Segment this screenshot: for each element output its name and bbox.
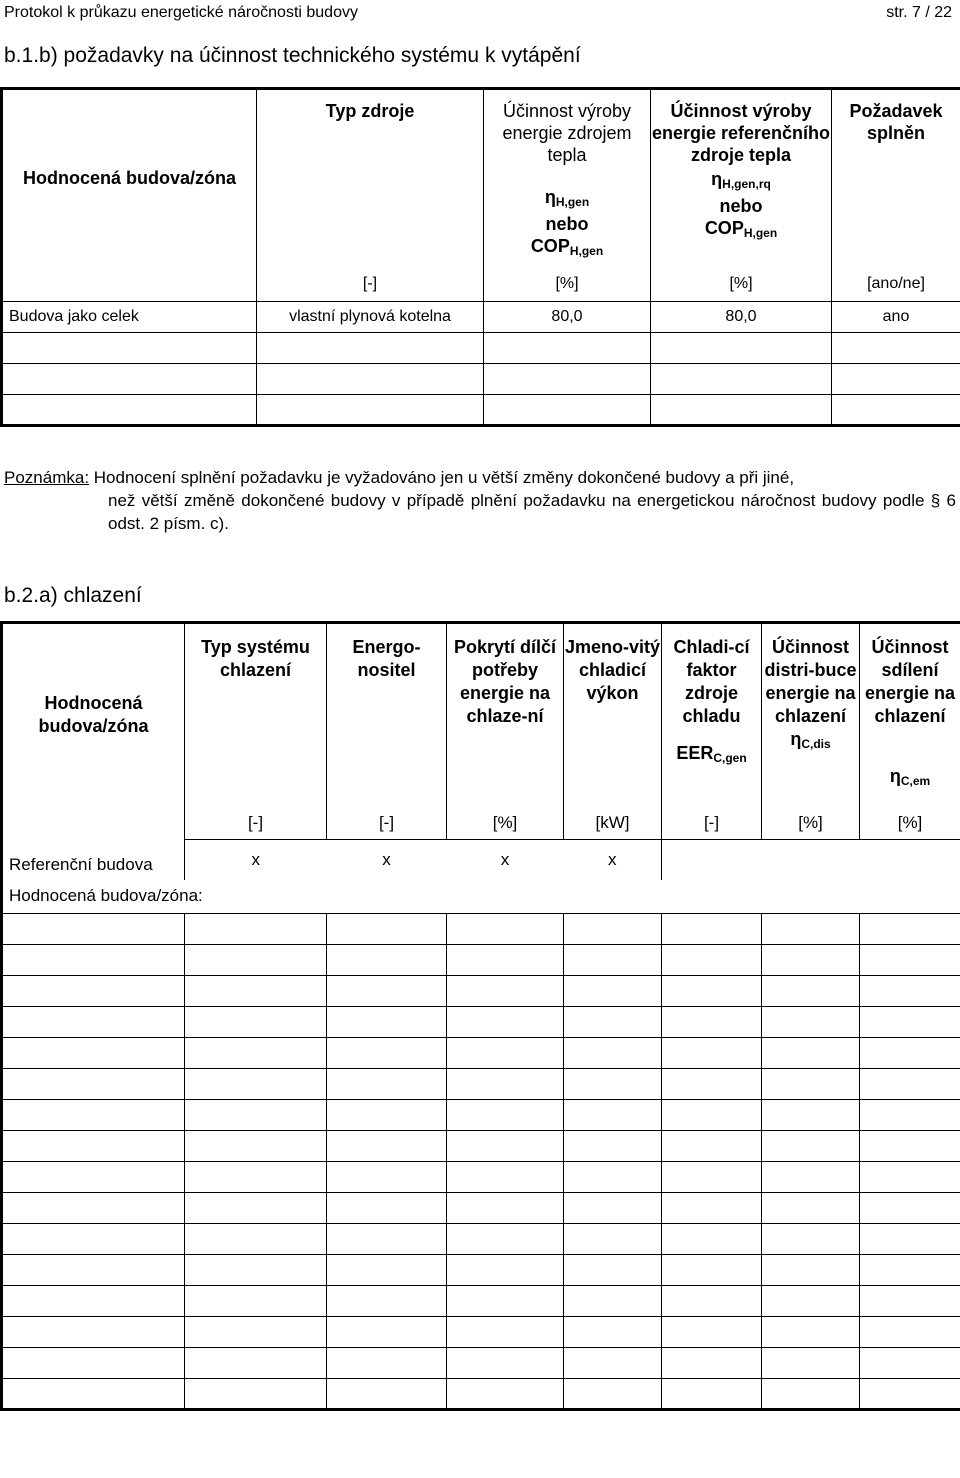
col-zone-header: Hodnocená budova/zóna: [2, 623, 185, 807]
col-sharing-efficiency-header: [860, 623, 960, 807]
table-row: [2, 1317, 960, 1348]
col-coverage-header: Pokrytí dílčí potřeby energie na chlaze-ní: [447, 623, 564, 807]
unit-distribution: [%]: [762, 807, 860, 840]
table-row: [2, 1224, 960, 1255]
row-efficiency: 80,0: [484, 302, 651, 333]
table-row: [2, 1286, 960, 1317]
table-row: [2, 1131, 960, 1162]
col-cooling-factor-header: [662, 623, 762, 807]
ref-coverage: x: [500, 849, 510, 869]
col-requirement-header: Požadavek splněn: [832, 89, 960, 267]
unit-zone: [2, 267, 257, 302]
note-label: Poznámka:: [4, 468, 90, 487]
table-row: [2, 364, 960, 395]
col-nominal-power-header: Jmeno-vitý chladicí výkon: [564, 623, 662, 807]
unit-sharing: [%]: [860, 807, 960, 840]
unit-power: [kW]: [564, 807, 662, 840]
table-row: [2, 1193, 960, 1224]
ref-power: x: [608, 849, 617, 869]
unit-type: [-]: [185, 807, 327, 840]
page-number: str. 7 / 22: [886, 4, 952, 21]
section-cooling-title: b.2.a) chlazení: [4, 584, 142, 607]
reference-efficiency-symbol: $\eta_{H,gen,rq}$: [711, 169, 771, 191]
table-row: [2, 302, 960, 333]
reference-efficiency-cop: $COP_{H,gen}$: [704, 218, 778, 240]
table-row: [2, 1379, 960, 1410]
table-row: [2, 1100, 960, 1131]
reference-efficiency-or: nebo: [719, 196, 763, 216]
note-text-first: Hodnocení splnění požadavku je vyžadováno jen u větší změny dokončené budovy a při jiné,: [93, 468, 795, 487]
note: [4, 466, 956, 535]
efficiency-or: nebo: [545, 214, 589, 234]
sharing-efficiency-label: Účinnost sdílení energie na chlazení: [864, 637, 956, 726]
table-row: [2, 1348, 960, 1379]
zone-label: Hodnocená budova/zóna:: [2, 880, 960, 914]
reference-efficiency-label: Účinnost výroby energie referenčního zdroje tepla: [651, 101, 831, 165]
col-cooling-type-header: Typ systému chlazení: [185, 623, 327, 807]
row-requirement: ano: [832, 302, 960, 333]
table-row: [2, 914, 960, 945]
distribution-efficiency-symbol: $\eta_{C,dis}$: [790, 729, 831, 751]
table-row: [2, 976, 960, 1007]
reference-building-label-cell: [2, 807, 185, 880]
table-row: [2, 395, 960, 426]
unit-coverage: [%]: [447, 807, 564, 840]
table-row: [2, 1255, 960, 1286]
cooling-factor-label: Chladi-cí faktor zdroje chladu: [673, 637, 750, 726]
row-reference: 80,0: [651, 302, 832, 333]
document-title: Protokol k průkazu energetické náročnosti budovy: [4, 4, 358, 21]
table-row: [2, 1069, 960, 1100]
table-row: [2, 1038, 960, 1069]
unit-factor: [-]: [662, 807, 762, 840]
col-source-type-header: Typ zdroje: [257, 89, 484, 267]
row-zone: Budova jako celek: [2, 302, 257, 333]
col-energy-carrier-header: Energo-nositel: [327, 623, 447, 807]
unit-efficiency: [%]: [484, 267, 651, 302]
row-source: vlastní plynová kotelna: [257, 302, 484, 333]
sharing-efficiency-symbol: $\eta_{C,em}$: [889, 766, 931, 788]
col-efficiency-header: [484, 89, 651, 267]
distribution-efficiency-label: Účinnost distri-buce energie na chlazení: [764, 637, 857, 726]
cooling-factor-symbol: $EER_{C,gen}$: [676, 743, 747, 765]
unit-carrier: [-]: [327, 807, 447, 840]
table-row: [2, 945, 960, 976]
table-row: [2, 1007, 960, 1038]
heating-requirements-table: [0, 87, 960, 427]
table-row: [2, 333, 960, 364]
cooling-table: [0, 621, 960, 1411]
unit-requirement: [ano/ne]: [832, 267, 960, 302]
ref-carrier: x: [382, 849, 391, 869]
col-distribution-efficiency-header: [762, 623, 860, 807]
section-heating-title: b.1.b) požadavky na účinnost technického systému k vytápění: [4, 44, 581, 67]
efficiency-cop: $COP_{H,gen}$: [530, 236, 604, 258]
efficiency-label: Účinnost výroby energie zdrojem tepla: [502, 101, 632, 165]
unit-type: [-]: [257, 267, 484, 302]
ref-type: x: [251, 849, 260, 869]
note-text-rest: než větší změně dokončené budovy v případě plnění požadavku na energetickou náročnost budovy podle § 6 odst. 2 písm. c).: [108, 491, 956, 533]
col-zone-header: Hodnocená budova/zóna: [2, 89, 257, 267]
reference-building-label: Referenční budova: [9, 854, 153, 874]
efficiency-symbol: $\eta_{H,gen}$: [544, 187, 590, 209]
unit-reference: [%]: [651, 267, 832, 302]
table-row: [2, 1162, 960, 1193]
col-reference-efficiency-header: [651, 89, 832, 267]
